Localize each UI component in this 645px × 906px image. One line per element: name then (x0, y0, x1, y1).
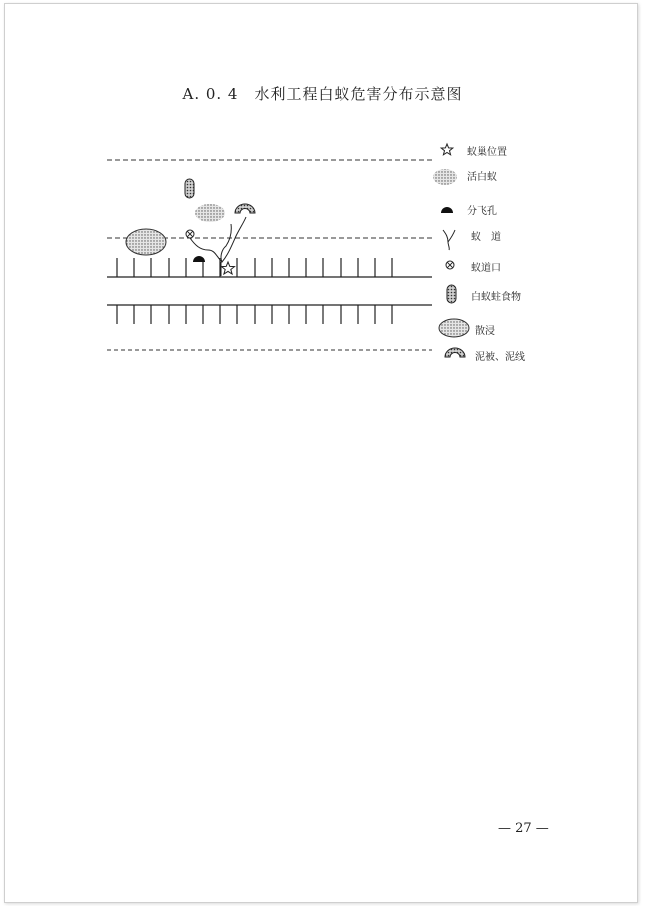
figure-number: A. 0. 4 (182, 85, 239, 103)
figure-title-text: 水利工程白蚁危害分布示意图 (254, 85, 463, 103)
legend-label-nest: 蚁巢位置 (467, 147, 507, 158)
branching-line-icon (443, 230, 455, 250)
ellipse-icon (439, 319, 469, 337)
circle-cross-icon (446, 261, 454, 269)
legend-label-termite-food: 白蚁蛀食物 (471, 292, 521, 303)
termite-food-capsule (185, 179, 194, 198)
capsule-icon (447, 285, 456, 303)
seepage-area (126, 229, 166, 255)
legend-label-live-termites: 活白蚁 (467, 172, 497, 183)
dome-icon (441, 207, 453, 213)
lower-tick-line (107, 305, 432, 324)
legend-label-tunnel: 蚁 道 (471, 232, 501, 243)
legend-label-seepage: 散浸 (475, 326, 495, 337)
legend-label-tunnel-opening: 蚁道口 (471, 263, 501, 274)
star-icon (441, 144, 453, 155)
arch-icon (445, 348, 465, 357)
live-termites-blob (195, 204, 225, 222)
legend-label-mud: 泥被、泥线 (475, 352, 525, 363)
mud-arch (235, 204, 255, 213)
dotted-blob-icon (433, 169, 457, 185)
legend-label-flight-hole: 分飞孔 (467, 206, 497, 217)
tunnel-opening-marker (186, 230, 194, 238)
nest-star (222, 262, 235, 274)
page-number: — 27 — (498, 821, 549, 836)
upper-tick-line (107, 258, 432, 277)
tunnel-path (190, 217, 246, 262)
flight-hole-dome (193, 256, 205, 262)
